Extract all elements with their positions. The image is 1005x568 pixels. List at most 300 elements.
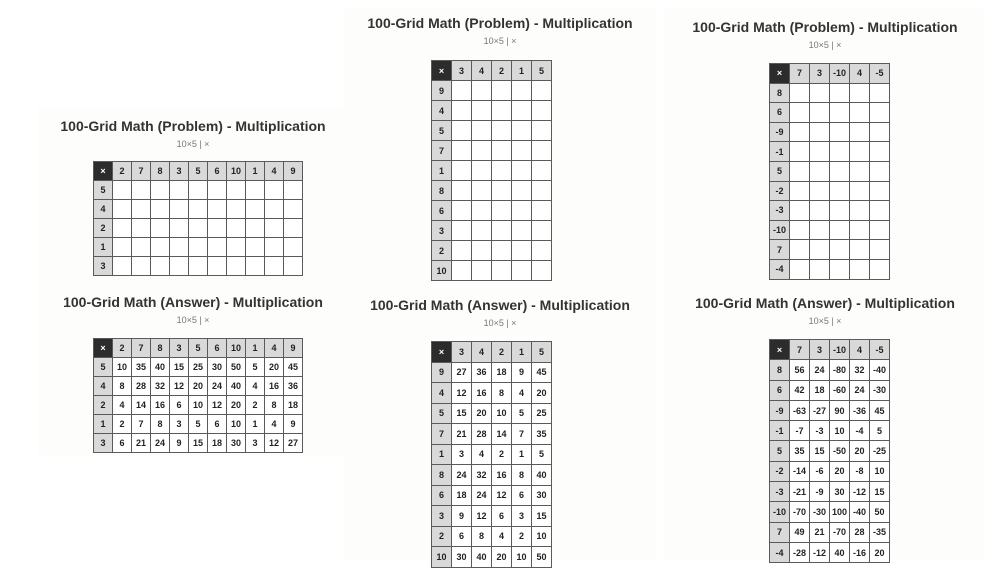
- row-header: 4: [432, 101, 452, 121]
- blank-cell[interactable]: [512, 121, 532, 141]
- answer-cell: 20: [532, 383, 552, 404]
- blank-cell[interactable]: [830, 201, 850, 221]
- blank-cell[interactable]: [810, 181, 830, 201]
- blank-cell[interactable]: [830, 181, 850, 201]
- blank-cell[interactable]: [830, 122, 850, 142]
- grid-row: [432, 362, 552, 383]
- blank-cell[interactable]: [452, 101, 472, 121]
- column-header: 3: [810, 64, 830, 84]
- row-header: -3: [770, 482, 790, 502]
- blank-cell[interactable]: [170, 238, 189, 257]
- answer-cell: 40: [830, 542, 850, 562]
- row-header: 6: [770, 380, 790, 400]
- grid-row: [432, 181, 552, 201]
- row-header: 3: [432, 506, 452, 527]
- column-header: 4: [472, 342, 492, 363]
- column-header: 4: [265, 162, 284, 181]
- row-header: -1: [770, 142, 790, 162]
- answer-cell: 10: [189, 396, 208, 415]
- blank-cell[interactable]: [810, 103, 830, 123]
- row-header: 4: [94, 377, 113, 396]
- answer-cell: 18: [208, 434, 227, 453]
- answer-cell: 12: [170, 377, 189, 396]
- column-header: 2: [492, 61, 512, 81]
- blank-cell[interactable]: [870, 103, 890, 123]
- row-header: -10: [770, 502, 790, 522]
- blank-cell[interactable]: [850, 103, 870, 123]
- answer-cell: -30: [810, 502, 830, 522]
- row-header: 8: [432, 181, 452, 201]
- blank-cell[interactable]: [246, 238, 265, 257]
- blank-cell[interactable]: [170, 181, 189, 200]
- column-header: 3: [170, 162, 189, 181]
- ws3-answer-grid: [769, 339, 890, 563]
- blank-cell[interactable]: [830, 220, 850, 240]
- grid-row: [432, 81, 552, 101]
- row-header: 7: [770, 522, 790, 542]
- blank-cell[interactable]: [265, 238, 284, 257]
- blank-cell[interactable]: [492, 101, 512, 121]
- blank-cell[interactable]: [532, 241, 552, 261]
- blank-cell[interactable]: [472, 221, 492, 241]
- blank-cell[interactable]: [227, 219, 246, 238]
- blank-cell[interactable]: [452, 241, 472, 261]
- grid-row: [432, 506, 552, 527]
- grid-row: [432, 547, 552, 568]
- blank-cell[interactable]: [170, 200, 189, 219]
- blank-cell[interactable]: [472, 161, 492, 181]
- blank-cell[interactable]: [132, 219, 151, 238]
- grid-row: [770, 220, 890, 240]
- blank-cell[interactable]: [870, 201, 890, 221]
- answer-cell: 20: [472, 403, 492, 424]
- header-row: [432, 61, 552, 81]
- column-header: 7: [790, 340, 810, 360]
- blank-cell[interactable]: [472, 201, 492, 221]
- blank-cell[interactable]: [472, 181, 492, 201]
- answer-cell: -28: [790, 542, 810, 562]
- blank-cell[interactable]: [151, 238, 170, 257]
- answer-cell: -36: [850, 400, 870, 420]
- blank-cell[interactable]: [170, 257, 189, 276]
- answer-cell: 9: [512, 362, 532, 383]
- blank-cell[interactable]: [870, 142, 890, 162]
- answer-cell: 12: [452, 383, 472, 404]
- blank-cell[interactable]: [265, 219, 284, 238]
- blank-cell[interactable]: [132, 200, 151, 219]
- blank-cell[interactable]: [284, 181, 303, 200]
- grid-row: [432, 101, 552, 121]
- ws1-answer-grid: [93, 338, 303, 453]
- blank-cell[interactable]: [512, 161, 532, 181]
- blank-cell[interactable]: [452, 141, 472, 161]
- blank-cell[interactable]: [113, 219, 132, 238]
- answer-cell: 15: [810, 441, 830, 461]
- blank-cell[interactable]: [790, 201, 810, 221]
- column-header: 4: [850, 340, 870, 360]
- blank-cell[interactable]: [810, 83, 830, 103]
- operator-cell: ×: [94, 339, 113, 358]
- answer-cell: 21: [810, 522, 830, 542]
- column-header: 7: [790, 64, 810, 84]
- blank-cell[interactable]: [870, 122, 890, 142]
- blank-cell[interactable]: [532, 181, 552, 201]
- row-header: 1: [432, 444, 452, 465]
- blank-cell[interactable]: [113, 200, 132, 219]
- blank-cell[interactable]: [790, 83, 810, 103]
- blank-cell[interactable]: [790, 122, 810, 142]
- blank-cell[interactable]: [492, 81, 512, 101]
- answer-cell: 40: [227, 377, 246, 396]
- grid-row: [94, 200, 303, 219]
- ws2-problem-header: [340, 15, 660, 46]
- blank-cell[interactable]: [532, 201, 552, 221]
- blank-cell[interactable]: [284, 200, 303, 219]
- blank-cell[interactable]: [850, 83, 870, 103]
- blank-cell[interactable]: [810, 259, 830, 279]
- blank-cell[interactable]: [265, 257, 284, 276]
- answer-cell: 20: [265, 358, 284, 377]
- blank-cell[interactable]: [452, 81, 472, 101]
- row-header: -4: [770, 259, 790, 279]
- answer-cell: 24: [472, 485, 492, 506]
- row-header: 1: [94, 415, 113, 434]
- blank-cell[interactable]: [870, 161, 890, 181]
- blank-cell[interactable]: [472, 81, 492, 101]
- grid-row: [770, 461, 890, 481]
- blank-cell[interactable]: [870, 83, 890, 103]
- blank-cell[interactable]: [472, 241, 492, 261]
- blank-cell[interactable]: [850, 259, 870, 279]
- blank-cell[interactable]: [870, 240, 890, 260]
- blank-cell[interactable]: [492, 161, 512, 181]
- grid-row: [94, 358, 303, 377]
- blank-cell[interactable]: [532, 261, 552, 281]
- answer-cell: 18: [810, 380, 830, 400]
- blank-cell[interactable]: [452, 121, 472, 141]
- blank-cell[interactable]: [284, 238, 303, 257]
- blank-cell[interactable]: [452, 261, 472, 281]
- blank-cell[interactable]: [830, 240, 850, 260]
- blank-cell[interactable]: [472, 121, 492, 141]
- answer-cell: 20: [850, 441, 870, 461]
- blank-cell[interactable]: [284, 257, 303, 276]
- answer-cell: 32: [850, 360, 870, 380]
- blank-cell[interactable]: [492, 241, 512, 261]
- column-header: 10: [227, 339, 246, 358]
- blank-cell[interactable]: [132, 238, 151, 257]
- answer-cell: 90: [830, 400, 850, 420]
- blank-cell[interactable]: [227, 257, 246, 276]
- ws2-answer-header: [340, 297, 660, 328]
- blank-cell[interactable]: [532, 161, 552, 181]
- header-row: [94, 339, 303, 358]
- blank-cell[interactable]: [512, 221, 532, 241]
- blank-cell[interactable]: [227, 181, 246, 200]
- blank-cell[interactable]: [512, 241, 532, 261]
- blank-cell[interactable]: [850, 240, 870, 260]
- answer-cell: 3: [170, 415, 189, 434]
- blank-cell[interactable]: [790, 161, 810, 181]
- answer-cell: -30: [870, 380, 890, 400]
- row-header: 6: [432, 201, 452, 221]
- row-header: -9: [770, 122, 790, 142]
- row-header: 4: [94, 200, 113, 219]
- grid-row: [770, 240, 890, 260]
- header-row: [432, 342, 552, 363]
- blank-cell[interactable]: [113, 181, 132, 200]
- answer-cell: 12: [208, 396, 227, 415]
- answer-cell: 24: [850, 380, 870, 400]
- blank-cell[interactable]: [189, 181, 208, 200]
- blank-cell[interactable]: [151, 181, 170, 200]
- blank-cell[interactable]: [850, 220, 870, 240]
- answer-cell: 35: [132, 358, 151, 377]
- blank-cell[interactable]: [284, 219, 303, 238]
- blank-cell[interactable]: [810, 220, 830, 240]
- blank-cell[interactable]: [227, 238, 246, 257]
- grid-row: [432, 201, 552, 221]
- answer-cell: 10: [512, 547, 532, 568]
- blank-cell[interactable]: [870, 181, 890, 201]
- blank-cell[interactable]: [850, 142, 870, 162]
- answer-cell: 15: [170, 358, 189, 377]
- ws3-answer-title: 100-Grid Math (Answer) - Multiplication: [695, 295, 955, 311]
- answer-cell: 15: [532, 506, 552, 527]
- blank-cell[interactable]: [246, 181, 265, 200]
- answer-cell: 4: [472, 444, 492, 465]
- row-header: 7: [432, 424, 452, 445]
- blank-cell[interactable]: [512, 141, 532, 161]
- ws1-problem-title: 100-Grid Math (Problem) - Multiplication: [60, 118, 326, 134]
- blank-cell[interactable]: [189, 238, 208, 257]
- blank-cell[interactable]: [208, 200, 227, 219]
- blank-cell[interactable]: [452, 181, 472, 201]
- row-header: 6: [432, 485, 452, 506]
- blank-cell[interactable]: [246, 257, 265, 276]
- column-header: 9: [284, 339, 303, 358]
- ws1-problem-subtitle: 10×5 | ×: [176, 139, 210, 149]
- row-header: 1: [432, 161, 452, 181]
- row-header: 2: [432, 241, 452, 261]
- blank-cell[interactable]: [790, 103, 810, 123]
- answer-cell: 20: [870, 542, 890, 562]
- blank-cell[interactable]: [512, 201, 532, 221]
- grid-row: [94, 238, 303, 257]
- blank-cell[interactable]: [492, 201, 512, 221]
- row-header: 9: [432, 362, 452, 383]
- row-header: 2: [94, 219, 113, 238]
- blank-cell[interactable]: [265, 200, 284, 219]
- answer-cell: -35: [870, 522, 890, 542]
- answer-cell: 20: [830, 461, 850, 481]
- blank-cell[interactable]: [830, 103, 850, 123]
- blank-cell[interactable]: [208, 181, 227, 200]
- blank-cell[interactable]: [830, 161, 850, 181]
- blank-cell[interactable]: [452, 201, 472, 221]
- answer-cell: 9: [284, 415, 303, 434]
- column-header: 5: [189, 162, 208, 181]
- blank-cell[interactable]: [810, 142, 830, 162]
- blank-cell[interactable]: [492, 141, 512, 161]
- blank-cell[interactable]: [870, 220, 890, 240]
- blank-cell[interactable]: [810, 201, 830, 221]
- answer-cell: 4: [113, 396, 132, 415]
- blank-cell[interactable]: [452, 161, 472, 181]
- blank-cell[interactable]: [189, 257, 208, 276]
- blank-cell[interactable]: [790, 220, 810, 240]
- blank-cell[interactable]: [790, 181, 810, 201]
- answer-cell: -12: [810, 542, 830, 562]
- answer-cell: 32: [151, 377, 170, 396]
- blank-cell[interactable]: [492, 261, 512, 281]
- blank-cell[interactable]: [810, 161, 830, 181]
- blank-cell[interactable]: [810, 240, 830, 260]
- blank-cell[interactable]: [790, 240, 810, 260]
- blank-cell[interactable]: [532, 81, 552, 101]
- answer-cell: 4: [512, 383, 532, 404]
- column-header: 8: [151, 339, 170, 358]
- answer-cell: 24: [452, 465, 472, 486]
- blank-cell[interactable]: [532, 101, 552, 121]
- header-row: [94, 162, 303, 181]
- grid-row: [770, 421, 890, 441]
- grid-row: [770, 482, 890, 502]
- blank-cell[interactable]: [265, 181, 284, 200]
- blank-cell[interactable]: [170, 219, 189, 238]
- answer-cell: 6: [452, 526, 472, 547]
- blank-cell[interactable]: [189, 200, 208, 219]
- blank-cell[interactable]: [532, 121, 552, 141]
- blank-cell[interactable]: [208, 219, 227, 238]
- answer-cell: 42: [790, 380, 810, 400]
- blank-cell[interactable]: [850, 122, 870, 142]
- answer-cell: 18: [284, 396, 303, 415]
- answer-cell: -40: [870, 360, 890, 380]
- blank-cell[interactable]: [151, 200, 170, 219]
- blank-cell[interactable]: [512, 101, 532, 121]
- blank-cell[interactable]: [532, 221, 552, 241]
- grid-row: [432, 221, 552, 241]
- blank-cell[interactable]: [492, 121, 512, 141]
- answer-cell: -3: [810, 421, 830, 441]
- column-header: 6: [208, 339, 227, 358]
- blank-cell[interactable]: [512, 81, 532, 101]
- answer-cell: 50: [227, 358, 246, 377]
- answer-cell: 100: [830, 502, 850, 522]
- blank-cell[interactable]: [472, 101, 492, 121]
- answer-cell: -70: [830, 522, 850, 542]
- blank-cell[interactable]: [452, 221, 472, 241]
- answer-cell: 6: [170, 396, 189, 415]
- column-header: -5: [870, 340, 890, 360]
- blank-cell[interactable]: [850, 181, 870, 201]
- blank-cell[interactable]: [790, 259, 810, 279]
- answer-cell: 15: [452, 403, 472, 424]
- blank-cell[interactable]: [810, 122, 830, 142]
- answer-cell: 15: [870, 482, 890, 502]
- row-header: -9: [770, 400, 790, 420]
- blank-cell[interactable]: [132, 181, 151, 200]
- answer-cell: -70: [790, 502, 810, 522]
- column-header: 8: [151, 162, 170, 181]
- blank-cell[interactable]: [227, 200, 246, 219]
- grid-row: [432, 141, 552, 161]
- answer-cell: 20: [492, 547, 512, 568]
- answer-cell: 27: [284, 434, 303, 453]
- column-header: 9: [284, 162, 303, 181]
- column-header: 4: [265, 339, 284, 358]
- grid-row: [770, 161, 890, 181]
- ws3-problem-header: [670, 19, 980, 50]
- answer-cell: 21: [452, 424, 472, 445]
- answer-cell: 8: [492, 383, 512, 404]
- answer-cell: 6: [512, 485, 532, 506]
- column-header: -5: [870, 64, 890, 84]
- column-header: 7: [132, 162, 151, 181]
- grid-row: [770, 259, 890, 279]
- blank-cell[interactable]: [189, 219, 208, 238]
- column-header: -10: [830, 64, 850, 84]
- answer-cell: 9: [170, 434, 189, 453]
- blank-cell[interactable]: [870, 259, 890, 279]
- blank-cell[interactable]: [512, 261, 532, 281]
- blank-cell[interactable]: [850, 201, 870, 221]
- blank-cell[interactable]: [492, 181, 512, 201]
- grid-row: [94, 181, 303, 200]
- blank-cell[interactable]: [113, 238, 132, 257]
- blank-cell[interactable]: [132, 257, 151, 276]
- answer-cell: 14: [132, 396, 151, 415]
- blank-cell[interactable]: [532, 141, 552, 161]
- blank-cell[interactable]: [830, 83, 850, 103]
- blank-cell[interactable]: [790, 142, 810, 162]
- grid-row: [432, 444, 552, 465]
- blank-cell[interactable]: [850, 161, 870, 181]
- grid-row: [770, 103, 890, 123]
- blank-cell[interactable]: [151, 257, 170, 276]
- blank-cell[interactable]: [472, 261, 492, 281]
- blank-cell[interactable]: [113, 257, 132, 276]
- blank-cell[interactable]: [492, 221, 512, 241]
- answer-cell: -9: [810, 482, 830, 502]
- ws1-answer-subtitle: 10×5 | ×: [176, 315, 210, 325]
- blank-cell[interactable]: [208, 238, 227, 257]
- answer-cell: 20: [189, 377, 208, 396]
- grid-row: [432, 383, 552, 404]
- ws3-problem-title: 100-Grid Math (Problem) - Multiplication: [692, 19, 958, 35]
- answer-cell: 2: [492, 444, 512, 465]
- blank-cell[interactable]: [151, 219, 170, 238]
- blank-cell[interactable]: [246, 219, 265, 238]
- blank-cell[interactable]: [472, 141, 492, 161]
- answer-cell: -40: [850, 502, 870, 522]
- answer-cell: 4: [246, 377, 265, 396]
- answer-cell: 45: [532, 362, 552, 383]
- grid-row: [432, 241, 552, 261]
- blank-cell[interactable]: [830, 259, 850, 279]
- blank-cell[interactable]: [208, 257, 227, 276]
- answer-cell: 8: [113, 377, 132, 396]
- blank-cell[interactable]: [512, 181, 532, 201]
- answer-cell: 30: [208, 358, 227, 377]
- answer-cell: 8: [151, 415, 170, 434]
- blank-cell[interactable]: [246, 200, 265, 219]
- blank-cell[interactable]: [830, 142, 850, 162]
- answer-cell: -25: [870, 441, 890, 461]
- answer-cell: -21: [790, 482, 810, 502]
- ws2-problem-grid: [431, 60, 552, 281]
